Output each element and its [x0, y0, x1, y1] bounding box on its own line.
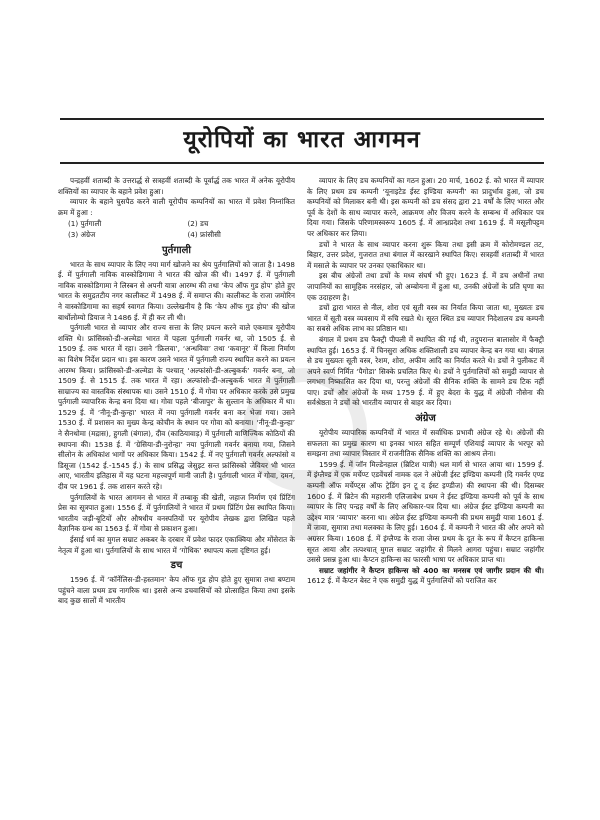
bold-statement: सम्राट जहांगीर ने कैप्टन हाकिन्स को 400 का मनसब एवं जागीर प्रदान की थी।: [319, 565, 544, 575]
list-item: (3) अंग्रेज: [68, 229, 96, 239]
paragraph: डचों द्वारा भारत से नील, शोरा एवं सूती वस्त्र का निर्यात किया जाता था, मुख्यतः डच भारत में सूती वस्त्र व्यवसाय में रुचि रखते थे। सूरत स्थित डच व्यापार निदेशालय डच कम्पनी का सबसे अधिक लाभ का प्रतिष्ठान था।: [307, 303, 544, 334]
paragraph: यूरोपीय व्यापारिक कम्पनियों में भारत में सर्वाधिक प्रभावी अंग्रेज रहे थे। अंग्रेजों की सफलता का प्रमुख कारण था इनका भारत सहित सम्पूर्ण एशियाई व्यापार के भरपूर को समझना तथा व्यापार विस्तार में राजनीतिक सैनिक शक्ति का आश्रय लेना।: [307, 428, 544, 459]
section-heading-dutch: डच: [170, 560, 183, 572]
title-bottom-rule: [60, 162, 544, 164]
paragraph: इस बीच अंग्रेजों तथा डचों के मध्य संघर्ष भी हुए। 1623 ई. में डच अधीनों तथा जापानियों का सामूहिक नरसंहार, जो अम्बोयना में हुआ था, उनकी अंग्रेजों के प्रति घृणा का एक उदाहरण है।: [307, 271, 544, 302]
paragraph: 1599 ई. में जॉन मिल्डेनहाल (ब्रिटिश यात्री) थल मार्ग से भारत आया था। 1599 ई. में इंग्लैण्ड में एक मर्चेण्ट एडवेंचर्स नामक दल ने अंग्रेजी ईस्ट इण्डिया कम्पनी (दि गवर्नर एण्ड कम्पनी ऑफ मर्चेण्ट्स ऑफ ट्रेडिंग इन टू द ईस्ट इण्डीज) की स्थापना की थी। दिसम्बर 1600 ई. में ब्रिटेन की महारानी एलिजाबेथ प्रथम ने ईस्ट इण्डिया कम्पनी को पूर्व के साथ व्यापार के लिए पन्द्रह वर्षों के लिए अधिकार-पत्र दिया था। अंग्रेज ईस्ट इण्डिया कम्पनी का उद्देश्य मात्र ‘व्यापार’ करना था। अंग्रेज ईस्ट इण्डिया कम्पनी की प्रथम समुद्री यात्रा 1601 ई. में जावा, सुमात्रा तथा मलक्का के लिए हुई। 1604 ई. में कम्पनी ने भारत की और अपने को अग्रसर किया। 1608 ई. में इंग्लैण्ड के राजा जेम्स प्रथम के दूत के रूप में कैप्टन हाकिन्स सूरत आया और तत्पश्चात् मुगल सम्राट जहांगीर से मिलने आगरा पहुंचा। सम्राट जहांगीर उससे प्रसन्न हुआ था। कैप्टन हाकिन्स का फारसी भाषा पर अधिकार प्राप्त था।: [307, 459, 544, 565]
intro-paragraph: व्यापार के बहाने घुसपैठ करने वाली यूरोपीय कम्पनियों का भारत में प्रवेश निम्नांकित क्रम में हुआ :: [58, 197, 295, 217]
paragraph: 1596 ई. में ‘कॉर्नेलिस-डी-हस्तमान’ केप ऑफ गुड होप होते हुए सुमात्रा तथा बण्टाम पहुंचने वाला प्रथम डच नागरिक था। इससे अन्य डचवासियों को प्रोत्साहित किया तथा इसके बाद कुछ सालों में भारतीय: [58, 575, 295, 606]
left-column: [58, 176, 295, 806]
paragraph: व्यापार के लिए डच कम्पनियों का गठन हुआ। 20 मार्च, 1602 ई. को भारत में व्यापार के लिए प्रथम डच कम्पनी ‘यूनाइटेड ईस्ट इण्डिया कम्पनी’ का प्रादुर्भाव हुआ, जो डच कम्पनियों को मिलाकर बनी थी। इस कम्पनी को डच संसद द्वारा 21 वर्षों के लिए भारत और पूर्व के देशों के साथ व्यापार करने, आक्रमण और विजय करने के सम्बन्ध में अधिकार पत्र दिया गया। जिसके परिणामस्वरूप 1605 ई. में आन्ध्रप्रदेश तथा 1619 ई. में मसूलीपट्टम पर अधिकार कर लिया।: [307, 176, 544, 238]
paragraph: डचों ने भारत के साथ व्यापार करना शुरू किया तथा इसी क्रम में कोरोमण्डल तट, बिहार, उत्तर प्रदेश, गुजरात तथा बंगाल में कारखाने स्थापित किए। सत्रहवीं शताब्दी में भारत में मसाले के व्यापार पर उनका एकाधिकार था।: [307, 239, 544, 270]
page-title: यूरोपियों का भारत आगमन: [183, 127, 421, 153]
title-banner: [60, 118, 544, 164]
section-heading-portuguese: पुर्तगाली: [162, 244, 191, 256]
title-top-rule: [60, 118, 544, 120]
paragraph: बंगाल में प्रथम डच फैक्ट्री पीपली में स्थापित की गई थी, तदुपरान्त बालासोर में फैक्ट्री स्थापित हुई। 1653 ई. में चिनसुरा अधिक शक्तिशाली डच व्यापार केन्द्र बन गया था। बंगाल से डच मुख्यतः सूती वस्त्र, रेशम, शोरा, अफीम आदि का निर्यात करते थे। डचों ने पुलीकट में अपने स्वर्ण निर्मित ‘पैगोडा’ सिक्के प्रचलित किए थे। डचों ने पुर्तगालियों को समुद्री व्यापार से लगभग निष्कासित कर दिया था, परन्तु अंग्रेजों की सैनिक शक्ति के सामने डच टिक नहीं पाए। डचों और अंग्रेजों के मध्य 1759 ई. में हुए बेदरा के युद्ध में अंग्रेजी नौसेना की सर्वश्रेष्ठता ने डचों को भारतीय व्यापार से बाहर कर दिया।: [307, 334, 544, 408]
paragraph: ईसाई धर्म का मुगल सम्राट अकबर के दरबार में प्रवेश फादर एकाक्विया और मोंसेरात के नेतृत्व में हुआ था। पुर्तगालियों के साथ भारत में ‘गोथिक’ स्थापत्य कला दृष्टिगत हुई।: [58, 535, 295, 555]
section-heading-english: अंग्रेज: [415, 413, 436, 425]
paragraph: [307, 566, 544, 587]
right-column: [307, 176, 544, 806]
list-item: (2) डच: [187, 219, 209, 229]
paragraph: पुर्तगाली भारत से व्यापार और राज्य सत्ता के लिए प्रयत्न करने वाले एकमात्र यूरोपीय शक्ति थे। फ्रांसिस्को-डी-अल्मेडा भारत में पहला पुर्तगाली गवर्नर था, जो 1505 ई. से 1509 ई. तक भारत में रहा। उसने ‘फ्रिलवा’, ‘अन्धविवा’ तथा ‘कवानूर’ में किला निर्माण का विशेष निर्देश प्रदान था। इस कारण उसने भारत में पुर्तगाली राज्य स्थापित करने का प्रयत्न आरम्भ किया। फ्रांसिस्को-डी-अल्मेडा के पश्चात् ‘अल्फांसो-डी-अल्बुकर्क’ गवर्नर बना, जो 1509 ई. से 1515 ई. तक भारत में रहा। अल्फांसो-डी-अल्बुकर्क भारत में पुर्तगाली साम्राज्य का वास्तविक संस्थापक था। उसने 1510 ई. में गोवा पर अधिकार करके उसे प्रमुख पुर्तगाली व्यापारिक केन्द्र बना दिया था। गोवा पहले ‘बीजापुर’ के सुल्तान के अधिकार में था। 1529 ई. में ‘नीनू-डी-कुन्हा’ भारत में नया पुर्तगाली गवर्नर बना कर भेजा गया। उसने 1530 ई. में प्रशासन का मुख्य केन्द्र कोचीन के स्थान पर गोवा को बनाया। ‘नीनू-डी-कुन्हा’ ने सैनथोमा (मद्रास), हुगली (बंगाल), दीव (काठियावाड़) में पुर्तगाली वाणिज्यिक कोठियों की स्थापना की। 1538 ई. में ‘ग्रेसिया-डी-नुरोन्हा’ नया पुर्तगाली गवर्नर बनाया गया, जिसने सीलोन के अधिकांश भागों पर अधिकार किया। 1542 ई. में नए पुर्तगाली गवर्नर अल्फांसो व डिसूजा (1542 ई.-1545 ई.) के साथ प्रसिद्ध जेसुइट सन्त फ्रांसिस्को जेवियर भी भारत आए, भारतीय इतिहास में यह घटना महत्त्वपूर्ण मानी जाती है। पुर्तगाली भारत में गोवा, दमन, दीव पर 1961 ई. तक शासन करते रहे।: [58, 323, 295, 492]
paragraph: पुर्तगालियों के भारत आगमन से भारत में तम्बाकू की खेती, जहाज निर्माण एवं प्रिंटिंग प्रेस का सूत्रपात हुआ। 1556 ई. में पुर्तगालियों ने भारत में प्रथम प्रिंटिंग प्रेस स्थापित किया। भारतीय जड़ी-बूटियों और औषधीय वनस्पतियों पर यूरोपीय लेखक द्वारा लिखित पहले वैज्ञानिक ग्रन्थ का 1563 ई. में गोवा से प्रकाशन हुआ।: [58, 492, 295, 534]
company-order-list: [58, 219, 295, 240]
paragraph: भारत के साथ व्यापार के लिए नया मार्ग खोजने का श्रेय पुर्तगालियों को जाता है। 1498 ई. में पुर्तगाली नाविक वास्कोडिगामा ने भारत की खोज की थी। 1497 ई. में पुर्तगाली नाविक वास्कोडिगामा ने लिस्बन से अपनी यात्रा आरम्भ की तथा ‘केप ऑफ गुड होप’ होते हुए भारत के समुद्रतटीय नगर कालीकट में 1498 ई. में समाप्त की। कालीकट के राजा जमोरिन ने वास्कोडिगामा का सहर्ष स्वागत किया। उल्लेखनीय है कि ‘केप ऑफ गुड होप’ की खोज बार्थोलोम्यो डियाज ने 1486 ई. में ही कर ली थी।: [58, 259, 295, 322]
intro-paragraph: पन्द्रहवीं शताब्दी के उत्तरार्द्ध से सत्रहवीं शताब्दी के पूर्वार्द्ध तक भारत में अनेक यूरोपीय शक्तियों का व्यापार के बहाने प्रवेश हुआ।: [58, 176, 295, 196]
paragraph-tail: 1612 ई. में कैप्टन बेस्ट ने एक समुद्री युद्ध में पुर्तगालियों को पराजित कर: [307, 576, 497, 586]
list-item: (4) फ्रांसीसी: [187, 229, 221, 239]
list-item: (1) पुर्तगाली: [68, 219, 102, 229]
